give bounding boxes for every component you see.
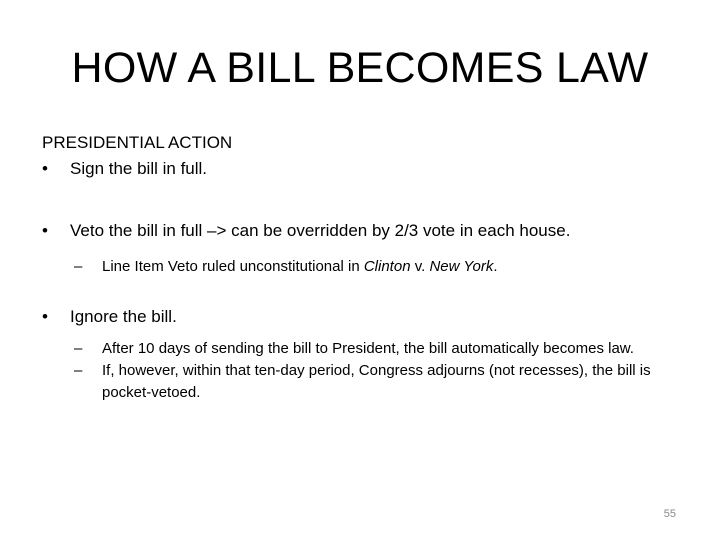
sub-bullet-text: After 10 days of sending the bill to President, the bill automatically becomes law. [102, 340, 634, 357]
bullet-marker: • [42, 307, 48, 326]
page-number: 55 [663, 508, 676, 520]
bullet-text: Sign the bill in full. [70, 159, 208, 178]
case-versus: v. [410, 258, 430, 275]
bullet-marker: • [42, 159, 48, 178]
case-party-new-york: New York [429, 258, 494, 275]
sub-bullet-marker: – [74, 362, 83, 379]
sub-bullet-text: If, however, within that ten-day period, Congress adjourns (not recesses), the bill is pocket-vetoed. [102, 362, 651, 401]
sub-bullet-marker: – [74, 258, 83, 275]
sub-bullet-line-item-veto [42, 256, 692, 278]
sub-bullet-ten-days [42, 338, 692, 360]
slide-title: HOW A BILL BECOMES LAW [71, 44, 649, 92]
sub-bullet-text-end: . [493, 258, 498, 275]
bullet-marker: • [42, 221, 48, 240]
bullet-ignore-bill [42, 304, 692, 330]
bullet-text: Ignore the bill. [70, 307, 177, 326]
sub-bullet-text-start: Line Item Veto ruled unconstitutional in [102, 258, 364, 275]
slide-content [42, 130, 692, 404]
bullet-text: Veto the bill in full –> can be overridden by 2/3 vote in each house. [70, 221, 571, 240]
case-party-clinton: Clinton [363, 258, 411, 275]
bullet-sign-bill [42, 156, 692, 182]
bullet-veto-bill [42, 218, 692, 244]
sub-bullet-marker: – [74, 340, 83, 357]
section-heading: PRESIDENTIAL ACTION [42, 133, 233, 152]
sub-bullet-pocket-veto [42, 360, 692, 404]
